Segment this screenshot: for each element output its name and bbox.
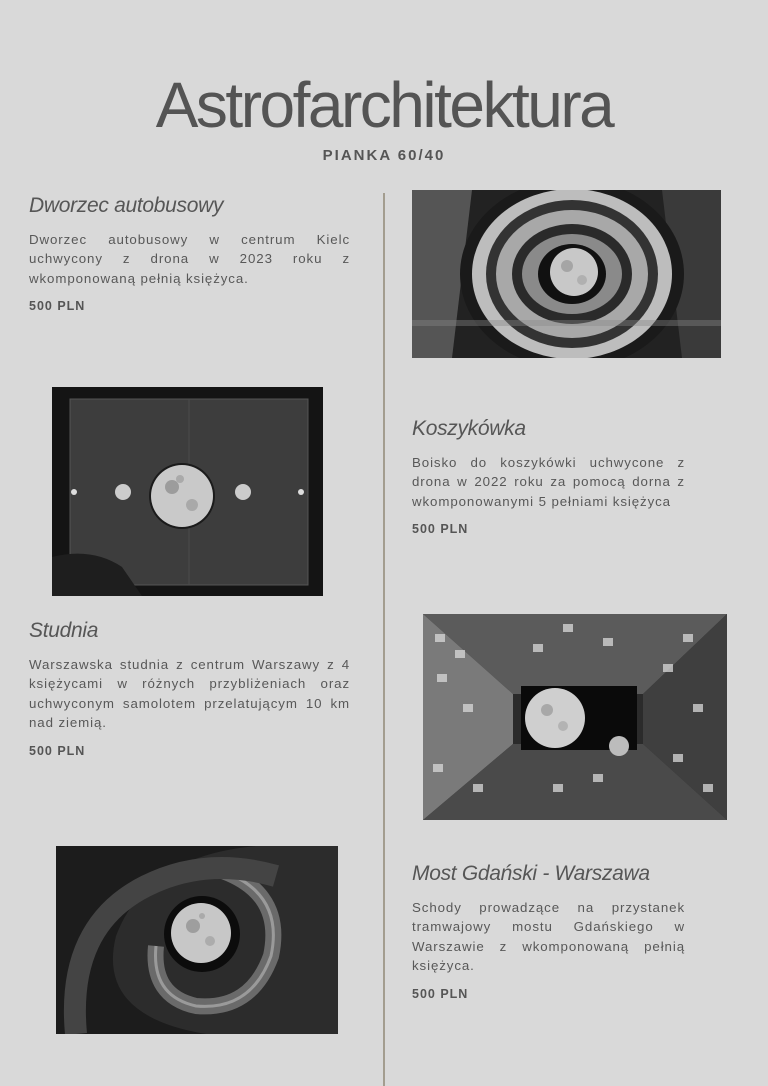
- photo-koszykowka: [52, 387, 323, 596]
- item-price: 500 PLN: [412, 522, 469, 537]
- item-title: Dworzec autobusowy: [29, 194, 224, 217]
- page-subtitle: PIANKA 60/40: [322, 147, 446, 164]
- item-studnia: [29, 619, 350, 758]
- center-divider: [383, 193, 385, 1086]
- item-dworzec: [29, 194, 350, 313]
- item-title: Most Gdański - Warszawa: [412, 862, 650, 885]
- page-title: Astrofarchitektura: [155, 69, 613, 141]
- item-title: Studnia: [29, 619, 99, 642]
- item-price: 500 PLN: [29, 743, 86, 758]
- photo-dworzec: [412, 190, 721, 358]
- item-description: Dworzec autobusowy w centrum Kielc uchwycony z drona w 2023 roku z wkomponowaną pełnią księżyca.: [29, 232, 350, 286]
- item-title: Koszykówka: [412, 417, 526, 440]
- item-description: Boisko do koszykówki uchwycone z drona w 2022 roku za pomocą dorna z wkomponowanymi 5 pełniami księżyca: [412, 455, 685, 509]
- item-description: Schody prowadzące na przystanek tramwajowy mostu Gdańskiego w Warszawie z wkomponowaną pełnią księżyca.: [412, 900, 685, 974]
- item-description: Warszawska studnia z centrum Warszawy z 4 księżycami w różnych przybliżeniach oraz uchwyconym samolotem przelatującym 10 km nad ziemią.: [29, 657, 350, 731]
- item-koszykowka: [412, 417, 685, 536]
- item-most-gdanski: [412, 862, 685, 1001]
- item-price: 500 PLN: [412, 986, 469, 1001]
- item-price: 500 PLN: [29, 299, 86, 314]
- photo-studnia: [423, 614, 727, 820]
- photo-most-gdanski: [56, 846, 338, 1034]
